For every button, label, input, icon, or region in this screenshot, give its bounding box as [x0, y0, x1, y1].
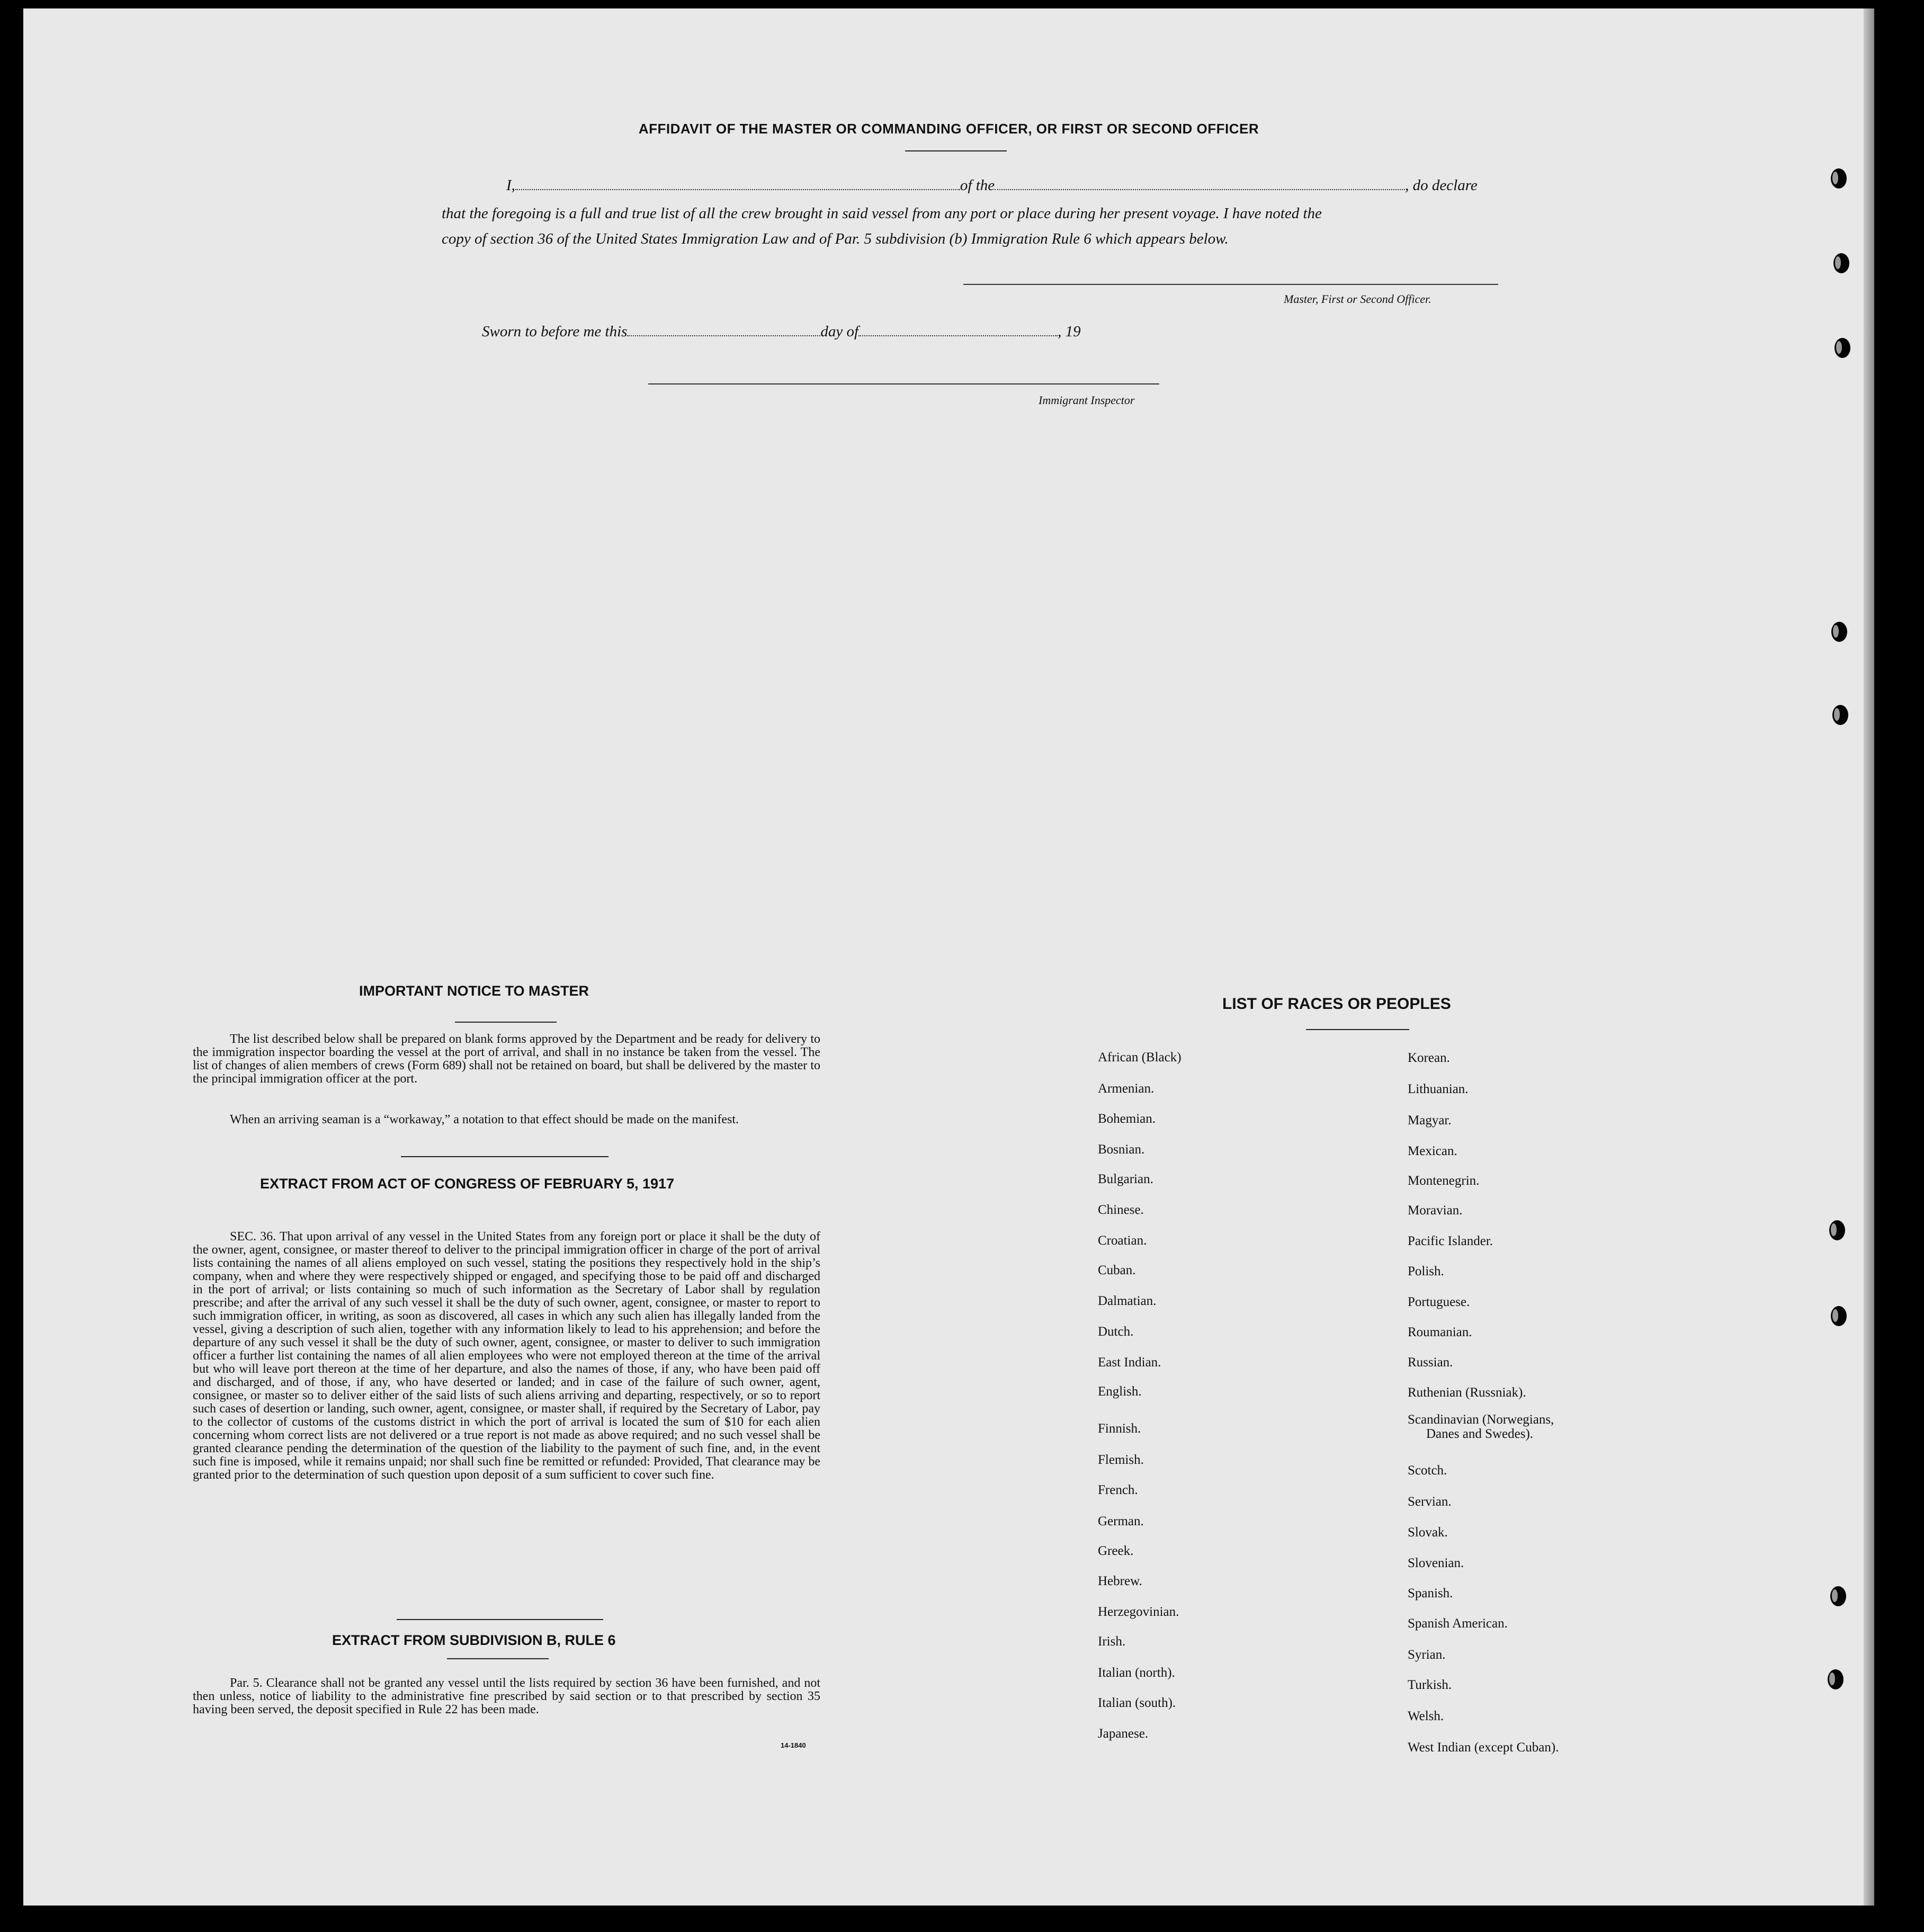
race-item: Dalmatian.: [1098, 1294, 1157, 1308]
rule-text: Par. 5. Clearance shall not be granted any vessel until the lists required by section 36 have been furnished, and not then unless, notice of liability to the administrative fine prescribed by said section or to that prescribed by section 35 having been served, the deposit specified in Rule 22 has been made.: [193, 1676, 820, 1716]
race-item: Finnish.: [1098, 1421, 1141, 1436]
race-item: Spanish American.: [1408, 1616, 1508, 1631]
race-item: Irish.: [1098, 1634, 1126, 1649]
race-item: Magyar.: [1408, 1113, 1452, 1128]
binder-hole: [1831, 1306, 1847, 1326]
notice-title: IMPORTANT NOTICE TO MASTER: [359, 983, 589, 999]
binder-hole: [1828, 1669, 1844, 1689]
race-item: Bosnian.: [1098, 1142, 1145, 1157]
name-blank[interactable]: [515, 178, 960, 190]
rule-underline: [447, 1658, 549, 1659]
master-signature-label: Master, First or Second Officer.: [1284, 292, 1431, 306]
binder-hole: [1834, 338, 1850, 358]
race-item: French.: [1098, 1483, 1138, 1497]
race-item: German.: [1098, 1514, 1144, 1528]
race-item: Scandinavian (Norwegians,: [1408, 1412, 1554, 1427]
sworn-month-blank[interactable]: [858, 325, 1058, 336]
race-item: Chinese.: [1098, 1203, 1144, 1217]
race-item: Bohemian.: [1098, 1112, 1156, 1126]
notice-p2-text: When an arriving seaman is a “workaway,” a notation to that effect should be made on the manifest.: [230, 1113, 739, 1126]
binder-hole: [1831, 622, 1847, 642]
sworn-prefix: Sworn to before me this: [482, 323, 628, 340]
race-item: Mexican.: [1408, 1144, 1457, 1158]
act-text: SEC. 36. That upon arrival of any vessel in the United States from any foreign port or place it shall be the duty of the owner, agent, consignee, or master thereof to deliver to the principal immigration officer in charge of the port of arrival lists containing the names of all aliens employed on such vessel, stating the positions they respectively hold in the ship’s company, when and where they were respectively shipped or engaged, and specifying those to be paid off and discharged in the port of arrival; or lists containing so much of such information as the Secretary of Labor shall by regulation prescribe; and after the arrival of any such vessel it shall be the duty of such owner, agent, consignee, or master to report to such immigration officer, in writing, as soon as discovered, all cases in which any such alien has illegally landed from the vessel, giving a description of such alien, together with any information likely to lead to his apprehension; and before the departure of any such vessel it shall be the duty of such owner, agent, consignee, or master to deliver to such immigration officer a further list containing the names of all alien employees who were not employed thereon at the time of the arrival but who will leave port thereon at the time of her departure, and also the names of those, if any, who have been paid off and discharged, and of those, if any, who have deserted or landed; and in case of the failure of such owner, agent, consignee, or master so to deliver either of the said lists of such aliens arriving and departing, respectively, or so to report such cases of desertion or landing, such owner, agent, consignee, or master shall, if required by the Secretary of Labor, pay to the collector of customs of the customs district in which the port of arrival is located the sum of $10 for each alien concerning whom correct lists are not delivered or a true report is not made as above required; and no such vessel shall be granted clearance pending the determination of the question of the liability to the payment of such fine, and, in the event such fine is imposed, while it remains unpaid; nor shall such fine be remitted or refunded: Provided, That clearance may be granted prior to the determination of such question upon deposit of a sum sufficient to cover such fine.: [193, 1230, 820, 1482]
binder-hole: [1833, 253, 1849, 273]
race-item: Slovenian.: [1408, 1556, 1464, 1570]
inspector-signature-line[interactable]: [648, 383, 1159, 384]
race-item: English.: [1098, 1384, 1142, 1399]
document-page: [23, 8, 1874, 1906]
vessel-blank[interactable]: [995, 178, 1405, 190]
form-code: 14-1840: [781, 1741, 806, 1749]
affidavit-title: AFFIDAVIT OF THE MASTER OR COMMANDING OFFICER, OR FIRST OR SECOND OFFICER: [638, 121, 1259, 137]
act-section-36: [193, 1230, 820, 1482]
page-edge-shadow: [1864, 8, 1874, 1906]
race-item: Polish.: [1408, 1264, 1444, 1278]
notice-paragraph-2: [193, 1113, 820, 1126]
race-item: African (Black): [1098, 1050, 1182, 1065]
affidavit-line-1: [506, 177, 1478, 194]
race-item: Herzegovinian.: [1098, 1605, 1179, 1619]
binder-hole: [1831, 168, 1847, 189]
binder-hole: [1830, 1586, 1846, 1606]
race-item: Dutch.: [1098, 1325, 1134, 1339]
race-item: Italian (south).: [1098, 1696, 1176, 1710]
race-item: Turkish.: [1408, 1678, 1452, 1692]
sworn-day-blank[interactable]: [627, 325, 820, 336]
affidavit-of-the: of the: [960, 177, 995, 194]
race-item: West Indian (except Cuban).: [1408, 1740, 1559, 1755]
race-item: Portuguese.: [1408, 1295, 1470, 1309]
act-title: EXTRACT FROM ACT OF CONGRESS OF FEBRUARY 5, 1917: [260, 1176, 675, 1192]
races-underline: [1306, 1029, 1409, 1030]
race-item: East Indian.: [1098, 1355, 1161, 1370]
notice-paragraph-1: [193, 1033, 820, 1086]
race-item: Greek.: [1098, 1544, 1134, 1558]
sworn-line: [482, 323, 1081, 341]
races-title: LIST OF RACES OR PEOPLES: [1222, 995, 1451, 1013]
race-item: Syrian.: [1408, 1648, 1446, 1662]
race-item: Russian.: [1408, 1355, 1453, 1370]
race-item: Armenian.: [1098, 1081, 1155, 1096]
race-item: Spanish.: [1408, 1586, 1453, 1600]
affidavit-line-3: copy of section 36 of the United States Immigration Law and of Par. 5 subdivision (b) Immigration Rule 6 which appears below.: [442, 230, 1229, 247]
race-item: Lithuanian.: [1408, 1082, 1469, 1096]
title-underline: [905, 150, 1007, 151]
race-item: Flemish.: [1098, 1453, 1144, 1467]
race-item: Servian.: [1408, 1495, 1452, 1509]
affidavit-declare: , do declare: [1405, 177, 1478, 194]
race-item: Pacific Islander.: [1408, 1234, 1493, 1248]
race-item: Japanese.: [1098, 1727, 1149, 1741]
race-item: Korean.: [1408, 1051, 1450, 1065]
race-item: Hebrew.: [1098, 1574, 1142, 1588]
race-item: Cuban.: [1098, 1263, 1136, 1277]
race-item: Moravian.: [1408, 1203, 1463, 1218]
rule-title: EXTRACT FROM SUBDIVISION B, RULE 6: [332, 1632, 616, 1648]
notice-divider: [401, 1156, 608, 1157]
race-item: Slovak.: [1408, 1525, 1448, 1540]
inspector-label: Immigrant Inspector: [1039, 393, 1135, 407]
race-item: Ruthenian (Russniak).: [1408, 1385, 1526, 1400]
sworn-year: , 19: [1058, 323, 1081, 340]
race-item: Croatian.: [1098, 1233, 1147, 1248]
master-signature-line[interactable]: [963, 284, 1498, 285]
race-item: Montenegrin.: [1408, 1174, 1480, 1188]
rule-paragraph: [193, 1677, 820, 1716]
race-item: Roumanian.: [1408, 1325, 1472, 1339]
act-divider: [397, 1619, 603, 1620]
race-item: Italian (north).: [1098, 1666, 1175, 1680]
binder-hole: [1832, 705, 1848, 725]
affidavit-line-2: that the foregoing is a full and true list of all the crew brought in said vessel from any port or place during her present voyage. I have noted the: [442, 205, 1322, 222]
binder-hole: [1829, 1220, 1845, 1240]
race-item: Danes and Swedes).: [1426, 1427, 1534, 1441]
race-item: Bulgarian.: [1098, 1172, 1153, 1186]
race-item: Scotch.: [1408, 1463, 1447, 1478]
sworn-day-of: day of: [820, 323, 859, 340]
affidavit-i: I,: [506, 177, 515, 194]
notice-underline: [455, 1022, 557, 1023]
race-item: Welsh.: [1408, 1709, 1444, 1723]
notice-p1-text: The list described below shall be prepared on blank forms approved by the Department and be ready for delivery to the immigration inspector boarding the vessel at the port of arrival, and shall in no instance be taken from the vessel. The list of changes of alien members of crews (Form 689) shall not be retained on board, but shall be delivered by the master to the principal immigration officer at the port.: [193, 1032, 820, 1086]
